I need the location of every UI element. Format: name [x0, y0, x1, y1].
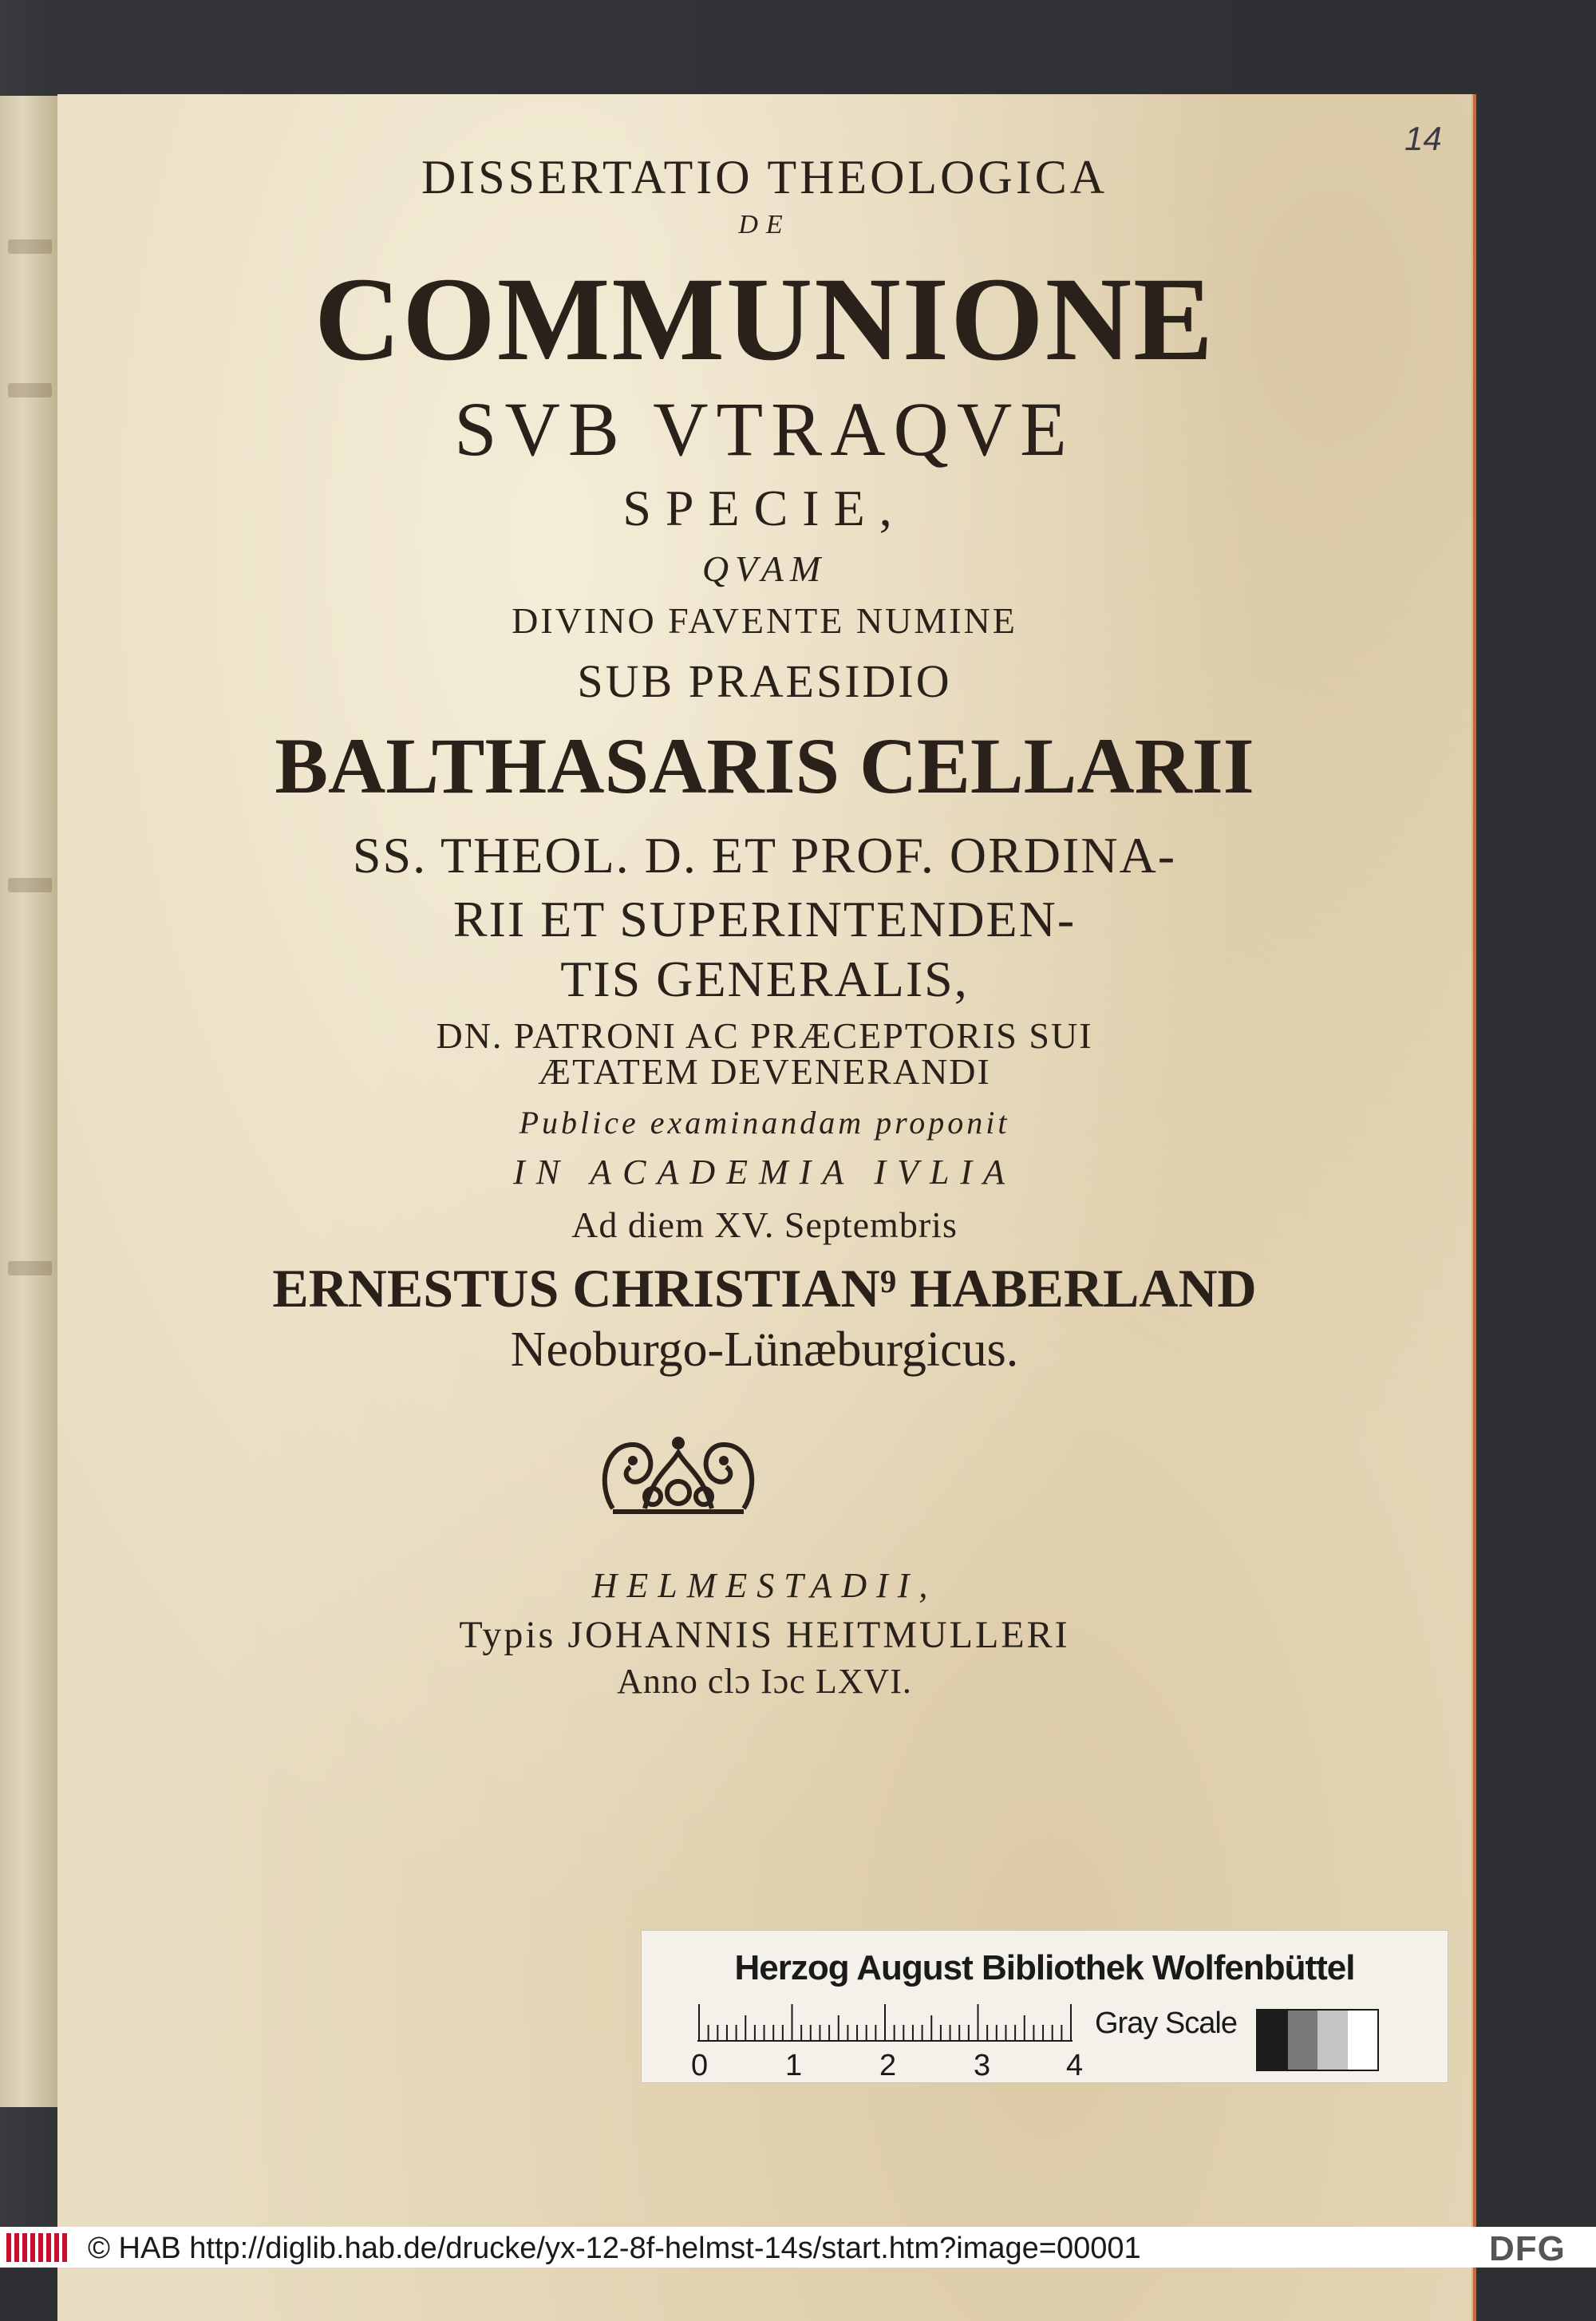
ruler-number: 1 — [785, 2049, 803, 2082]
title-line-quam: QVAM — [701, 548, 828, 589]
title-line-de: DE — [738, 210, 791, 239]
gray-swatch — [1288, 2011, 1318, 2070]
gray-swatch — [1258, 2011, 1288, 2070]
ruler-number: 3 — [974, 2049, 991, 2082]
title-line-respondent: ERNESTUS CHRISTIAN⁹ HABERLAND — [272, 1258, 1257, 1319]
adjacent-page-edge — [0, 96, 57, 2107]
title-line-dissertatio: DISSERTATIO THEOLOGICA — [421, 151, 1108, 204]
bleed-mark — [8, 383, 52, 397]
title-line-date: Ad diem XV. Septembris — [571, 1204, 958, 1245]
gray-swatch — [1348, 2011, 1378, 2070]
title-line-academia: IN ACADEMIA IVLIA — [513, 1153, 1016, 1192]
ruler-number: 4 — [1066, 2049, 1084, 2082]
bleed-mark — [8, 1261, 52, 1275]
title-line-communione: COMMUNIONE — [314, 253, 1215, 386]
ruler-number: 0 — [691, 2049, 709, 2082]
pencil-folio-note: 14 — [1404, 120, 1442, 157]
imprint-year: Anno clɔ Iɔc LXVI. — [617, 1662, 912, 1701]
ruler-number: 2 — [879, 2049, 897, 2082]
bleed-mark — [8, 878, 52, 892]
title-line-praeses-title-2: RII ET SUPERINTENDEN- — [452, 891, 1077, 947]
hab-logo-icon — [6, 2233, 67, 2262]
gray-swatch — [1317, 2011, 1348, 2070]
title-line-specie: SPECIE, — [622, 480, 907, 536]
title-line-praeses-title-3: TIS GENERALIS, — [560, 951, 969, 1007]
attribution-footer — [0, 2227, 1596, 2268]
imprint-printer: Typis JOHANNIS HEITMULLERI — [459, 1614, 1070, 1656]
bleed-mark — [8, 239, 52, 254]
title-line-publice: Publice examinandam proponit — [519, 1105, 1010, 1141]
title-line-aetatem: ÆTATEM DEVENERANDI — [538, 1051, 991, 1092]
title-line-praesidio: SUB PRAESIDIO — [577, 655, 952, 707]
scale-ruler — [697, 2003, 1073, 2042]
attribution-url[interactable]: © HAB http://diglib.hab.de/drucke/yx-12-8f-helmst-14s/start.htm?image=00001 — [88, 2232, 1141, 2265]
title-line-praeses-title-1: SS. THEOL. D. ET PROF. ORDINA- — [352, 827, 1177, 884]
color-reference-card — [641, 1930, 1448, 2083]
gray-scale-swatches — [1256, 2009, 1379, 2071]
title-line-praeses-name: BALTHASARIS CELLARII — [275, 722, 1254, 810]
imprint-place: HELMESTADII, — [591, 1566, 938, 1605]
dfg-logo: DFG — [1489, 2229, 1566, 2268]
gray-scale-label: Gray Scale — [1095, 2007, 1237, 2040]
printer-ornament — [597, 1429, 760, 1524]
title-line-patroni: DN. PATRONI AC PRÆCEPTORIS SUI — [436, 1015, 1093, 1056]
title-line-divino: DIVINO FAVENTE NUMINE — [512, 600, 1017, 641]
library-name: Herzog August Bibliothek Wolfenbüttel — [734, 1948, 1355, 1987]
title-line-origin: Neoburgo-Lünæburgicus. — [510, 1323, 1019, 1377]
title-line-sub-utraque: SVB VTRAQVE — [454, 386, 1075, 472]
